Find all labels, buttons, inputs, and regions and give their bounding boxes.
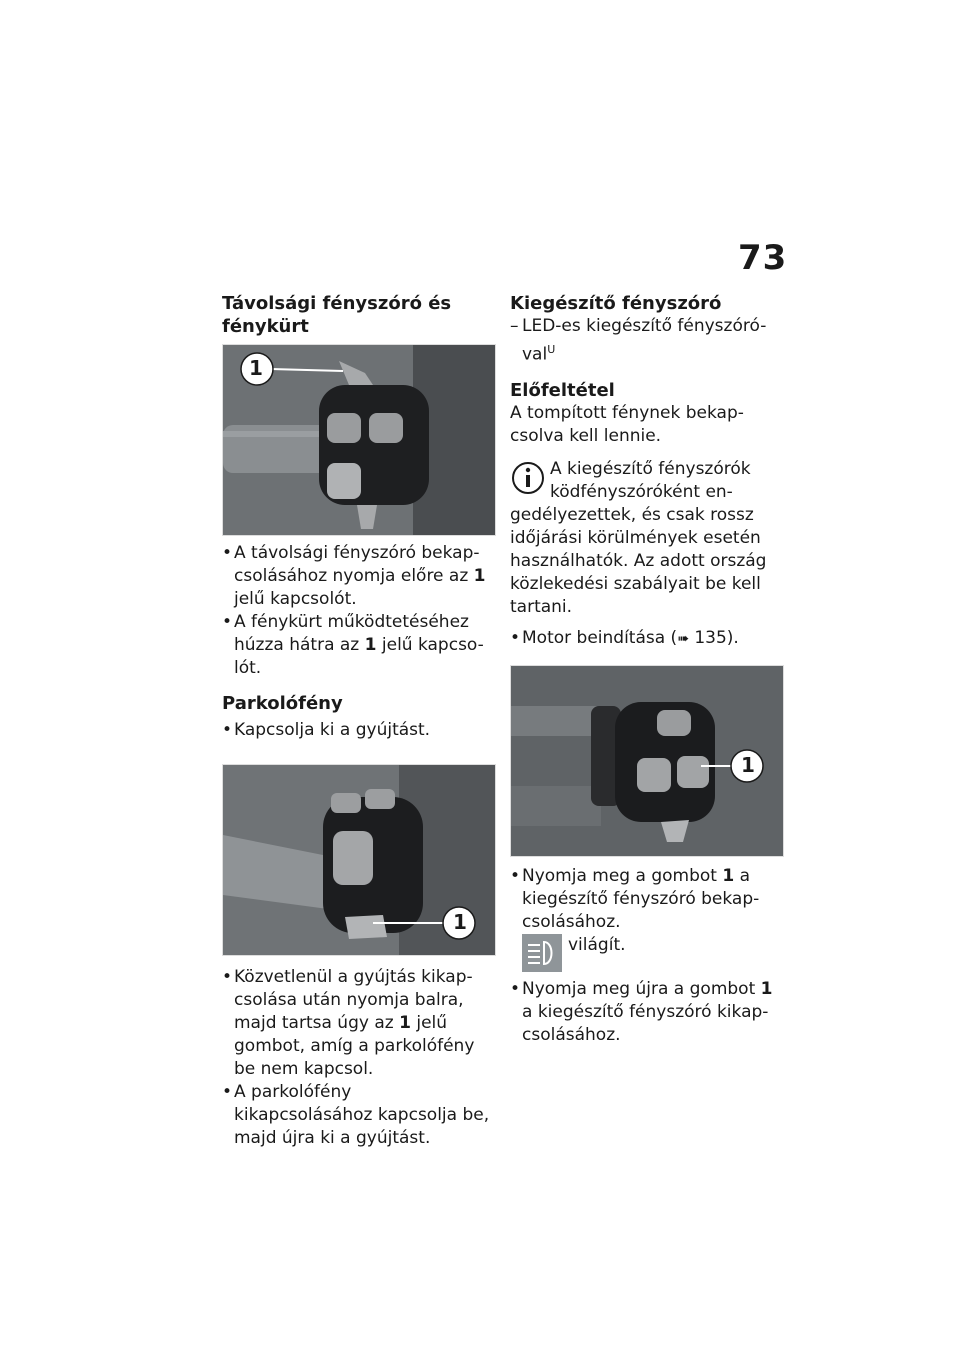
fog-light-indicator-icon [522,934,562,972]
equipment-list [510,315,782,367]
figure-parking-switch [222,764,496,956]
figure-aux-light-switch [510,665,784,857]
list-item: • Nyomja meg a gombot 1 a kiegészítő fényszóró bekap-csolásához. világít. [510,865,782,972]
high-beam-list [222,542,494,680]
list-item: • A parkolófény kikapcsolásához kapcsolja be, majd újra ki a gyújtást. [222,1081,494,1150]
page-ref-link[interactable]: 135 [694,627,727,648]
list-item: • Motor beindítása (➠ 135). [510,627,782,651]
indicator-text: világít. [568,934,626,955]
list-item: • Közvetlenül a gyújtás kikap-csolása után nyomja balra, majd tartsa úgy az 1 jelű gombot, amíg a parkolófény be nem kapcsol. [222,966,494,1081]
callout-1: 1 [741,752,755,777]
parking-steps-list [222,966,494,1150]
page-number: 73 [738,238,788,278]
list-item: • Nyomja meg újra a gombot 1 a kiegészítő fényszóró kikap-csolásához. [510,978,782,1047]
handlebar-switch-photo [223,345,495,535]
list-item: • A távolsági fényszóró bekap-csolásához nyomja előre az 1 jelű kapcsolót. [222,542,494,611]
heading-high-beam: Távolsági fényszóró és fénykürt [222,293,452,337]
indicator-line [522,934,782,972]
heading-parking-light: Parkolófény [222,693,343,714]
heading-precondition: Előfeltétel [510,379,615,401]
info-note [510,458,782,619]
parking-list [222,719,494,742]
note-text: A kiegészítő fényszórók ködfényszóróként en-gedélyezettek, és csak rossz időjárási körülmények esetén használhatók. Az adott ország közlekedési szabályait be kell tartani. [510,458,767,617]
list-item: • A fénykürt működtetéséhez húzza hátra az 1 jelű kapcso-lót. [222,611,494,680]
left-column [222,292,494,1150]
start-engine-list [510,627,782,651]
aux-light-list [510,865,782,1047]
right-column [510,292,782,1047]
heading-aux-light: Kiegészítő fényszóró [510,293,722,314]
precondition-text: A tompított fénynek bekap-csolva kell lennie. [510,402,744,446]
list-item: • Kapcsolja ki a gyújtást. [222,719,494,742]
list-item: – LED-es kiegészítő fényszóró-val$^U$ [510,315,782,367]
callout-1: 1 [249,356,263,380]
callout-1: 1 [453,910,467,934]
page-ref-arrow-icon: ➠ [677,630,689,647]
info-icon [510,458,546,498]
figure-high-beam-switch [222,344,496,536]
